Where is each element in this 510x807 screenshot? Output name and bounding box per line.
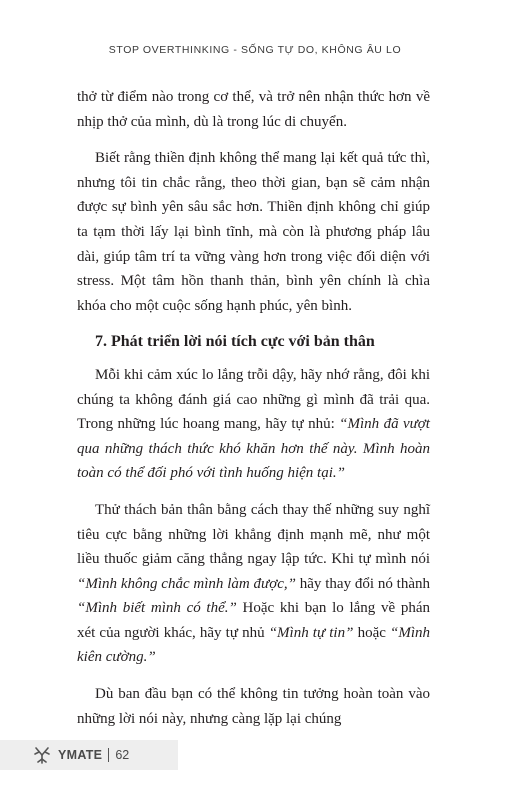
page-footer bbox=[0, 740, 178, 770]
page-number: 62 bbox=[115, 748, 130, 762]
paragraph-4 bbox=[77, 498, 430, 670]
paragraph-5: Dù ban đầu bạn có thể không tin tưởng hoàn toàn vào những lời nói này, nhưng càng lặp lại chúng bbox=[77, 686, 430, 727]
page-body bbox=[77, 85, 430, 743]
quote-biet-minh-co-the: “Mình biết mình có thể.” bbox=[77, 600, 237, 617]
paragraph-4-text-4: hoặc bbox=[353, 624, 390, 641]
quote-khong-chac: “Mình không chắc mình làm được,” bbox=[77, 575, 296, 592]
paragraph-1: thở từ điểm nào trong cơ thể, và trở nên nhận thức hơn về nhịp thở của mình, dù là trong lúc di chuyển. bbox=[77, 89, 430, 130]
quote-tu-tin: “Mình tự tin” bbox=[268, 624, 354, 641]
section-heading: 7. Phát triển lời nói tích cực với bản thân bbox=[95, 333, 375, 351]
quote-kien-cuong: “Mình kiên cường.” bbox=[77, 624, 431, 666]
paragraph-3-text: Mỗi khi cảm xúc lo lắng trỗi dậy, hãy nhớ rằng, đôi khi chúng ta không đánh giá cao những gì mình đã trải qua. Trong những lúc hoang mang, hãy tự nhủ: bbox=[77, 366, 430, 433]
footer-divider bbox=[108, 748, 109, 762]
paragraph-4-text: Thử thách bản thân bằng cách thay thế những suy nghĩ tiêu cực bằng những lời khẳng định mạnh mẽ, như một liều thuốc giảm căng thẳng ngay lập tức. Khi tự mình nói bbox=[77, 501, 430, 568]
brand-name: YMATE bbox=[58, 748, 103, 762]
paragraph-4-text-3: Hoặc khi bạn lo lắng về phán xét của người khác, hãy tự nhủ bbox=[77, 600, 431, 641]
paragraph-3-quote: “Mình đã vượt qua những thách thức khó khăn hơn thế này. Mình hoàn toàn có thể đối phó với tình huống hiện tại.” bbox=[77, 416, 430, 482]
running-header: STOP OVERTHINKING - SỐNG TỰ DO, KHÔNG ÂU LO bbox=[108, 44, 402, 56]
ymate-logo-icon bbox=[32, 745, 52, 765]
paragraph-4-text-2: hãy thay đổi nó thành bbox=[295, 575, 430, 592]
paragraph-2: Biết rằng thiền định không thể mang lại kết quả tức thì, nhưng tôi tin chắc rằng, theo thời gian, bạn sẽ cảm nhận được sự bình yên sâu sắc hơn. Thiền định không chỉ giúp ta tạm thời lấy lại bình tĩnh, mà còn là phương pháp lâu dài, giúp tâm trí ta vững vàng hơn trong việc đối diện với stress. Một tâm hồn thanh thản, bình yên chính là chìa khóa cho một cuộc sống hạnh phúc, yên bình. bbox=[77, 150, 430, 314]
paragraph-3 bbox=[77, 363, 430, 486]
